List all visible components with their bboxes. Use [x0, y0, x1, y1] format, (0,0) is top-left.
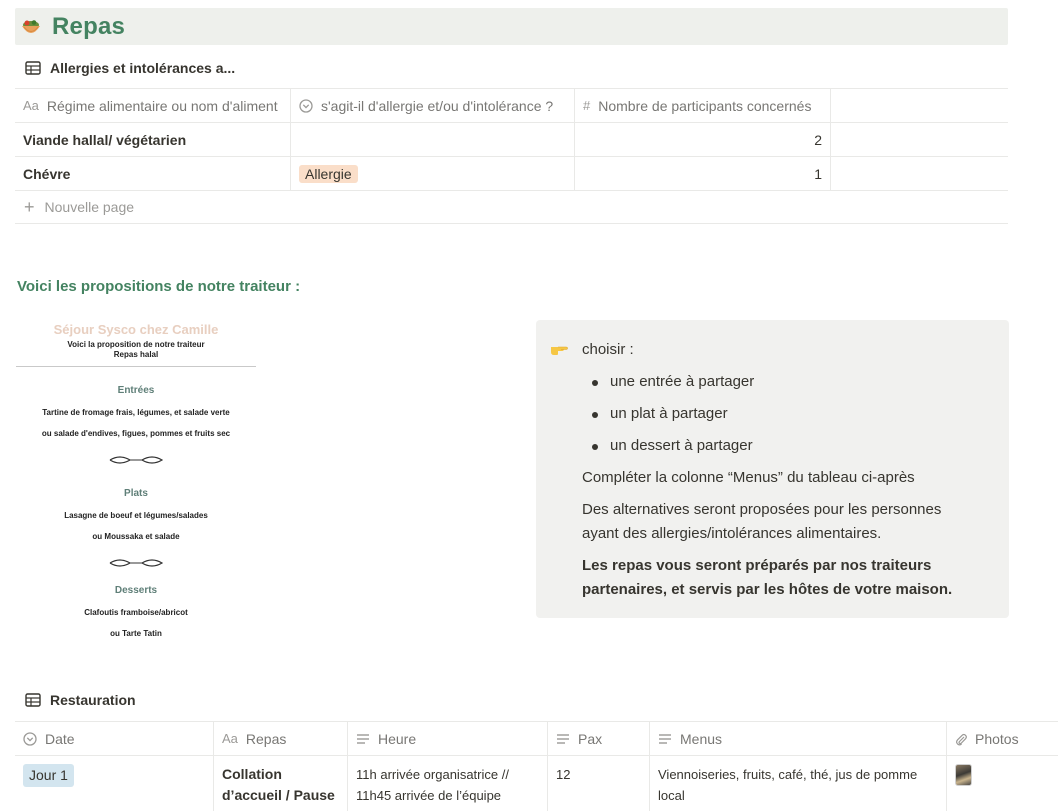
callout-line-2: Des alternatives seront proposées pour les personnes ayant des allergies/intolérances alimentaires. — [582, 501, 942, 542]
text-lines-icon — [556, 733, 570, 745]
text-type-icon: Aa — [23, 98, 39, 113]
callout-line-1: Compléter la colonne “Menus” du tableau ci-après — [582, 469, 915, 486]
menu-starters-heading: Entrées — [117, 385, 155, 396]
callout-intro: choisir : — [582, 341, 634, 358]
cell-heure[interactable]: 11h arrivée organisatrice // 11h45 arrivée de l’équipe — [348, 756, 548, 811]
leaf-ornament-icon — [106, 555, 166, 571]
cell-regime[interactable]: Chévre — [15, 157, 291, 190]
cell-empty — [831, 123, 1008, 156]
allergy-tag: Allergie — [299, 165, 358, 183]
table-icon — [25, 693, 41, 707]
column-header-menus[interactable]: Menus — [650, 722, 947, 755]
column-header-regime[interactable]: Aa Régime alimentaire ou nom d'aliment — [15, 89, 291, 122]
plus-icon: + — [24, 196, 35, 217]
cell-date[interactable] — [15, 756, 214, 811]
column-header-empty — [831, 89, 1008, 122]
menu-starter-2: ou salade d'endives, figues, pommes et fruits sec — [41, 429, 231, 438]
column-header-heure[interactable]: Heure — [348, 722, 548, 755]
page-title: Repas — [52, 12, 126, 40]
cell-type[interactable] — [291, 123, 575, 156]
table-icon — [25, 61, 41, 75]
date-tag: Jour 1 — [23, 764, 74, 787]
menu-starter-1: Tartine de fromage frais, légumes, et salade verte — [42, 408, 230, 417]
select-icon — [23, 732, 37, 746]
restauration-table — [15, 721, 1058, 811]
photo-thumbnail[interactable] — [955, 764, 972, 786]
column-header-type[interactable]: s'agit-il d'allergie et/ou d'intolérance ? — [291, 89, 575, 122]
table-row[interactable] — [15, 123, 1008, 157]
number-type-icon: # — [583, 98, 591, 113]
cell-empty — [831, 157, 1008, 190]
leaf-ornament-icon — [106, 452, 166, 468]
allergies-table — [15, 88, 1008, 190]
table-header-row — [15, 722, 1058, 756]
column-header-pax[interactable]: Pax — [548, 722, 650, 755]
column-header-date[interactable]: Date — [15, 722, 214, 755]
callout-list — [582, 370, 982, 458]
column-header-repas[interactable]: Aa Repas — [214, 722, 348, 755]
select-icon — [299, 99, 313, 113]
caterer-heading: Voici les propositions de notre traiteur : — [17, 278, 301, 295]
table-row[interactable] — [15, 157, 1008, 191]
menu-mains-heading: Plats — [124, 488, 148, 499]
table-header-row — [15, 89, 1008, 123]
menu-main-2: ou Moussaka et salade — [92, 532, 180, 541]
menu-subtitle-2: Repas halal — [113, 350, 159, 359]
text-lines-icon — [658, 733, 672, 745]
menu-dessert-2: ou Tarte Tatin — [110, 629, 162, 638]
menu-title: Séjour Sysco chez Camille — [53, 322, 219, 337]
table-row[interactable] — [15, 756, 1058, 811]
column-header-count[interactable]: # Nombre de participants concernés — [575, 89, 831, 122]
menu-dessert-1: Clafoutis framboise/abricot — [84, 608, 188, 617]
menu-desserts-heading: Desserts — [114, 585, 158, 596]
text-lines-icon — [356, 733, 370, 745]
page-header — [15, 8, 1008, 45]
list-item: un dessert à partager — [582, 434, 982, 458]
restauration-db-title[interactable] — [25, 692, 136, 708]
menu-main-1: Lasagne de boeuf et légumes/salades — [64, 511, 208, 520]
allergies-db-title-text: Allergies et intolérances a... — [50, 60, 236, 76]
new-page-label: Nouvelle page — [44, 198, 135, 215]
menu-subtitle-1: Voici la proposition de notre traiteur — [67, 340, 205, 349]
column-header-photos[interactable]: Photos — [947, 722, 1058, 755]
text-type-icon: Aa — [222, 731, 238, 746]
instructions-callout — [536, 320, 1009, 618]
list-item: une entrée à partager — [582, 370, 982, 394]
new-page-button[interactable] — [15, 190, 1008, 224]
cell-count[interactable]: 2 — [575, 123, 831, 156]
pointing-hand-icon — [550, 342, 568, 361]
cell-repas[interactable]: Collation d’accueil / Pause — [214, 756, 348, 811]
restauration-db-title-text: Restauration — [50, 692, 136, 708]
cell-photos[interactable] — [947, 756, 1058, 811]
callout-line-3: Les repas vous seront préparés par nos traiteurs partenaires, et servis par les hôtes de votre maison. — [582, 557, 953, 598]
menu-image[interactable] — [16, 316, 256, 664]
allergies-db-title[interactable] — [25, 60, 235, 76]
cell-count[interactable]: 1 — [575, 157, 831, 190]
cell-menus[interactable]: Viennoiseries, fruits, café, thé, jus de pomme local — [650, 756, 947, 811]
menu-divider — [16, 366, 256, 367]
list-item: un plat à partager — [582, 402, 982, 426]
cell-pax[interactable]: 12 — [548, 756, 650, 811]
paperclip-icon — [955, 732, 967, 746]
cell-type[interactable] — [291, 157, 575, 190]
cell-regime[interactable]: Viande hallal/ végétarien — [15, 123, 291, 156]
salad-bowl-icon — [20, 16, 42, 38]
